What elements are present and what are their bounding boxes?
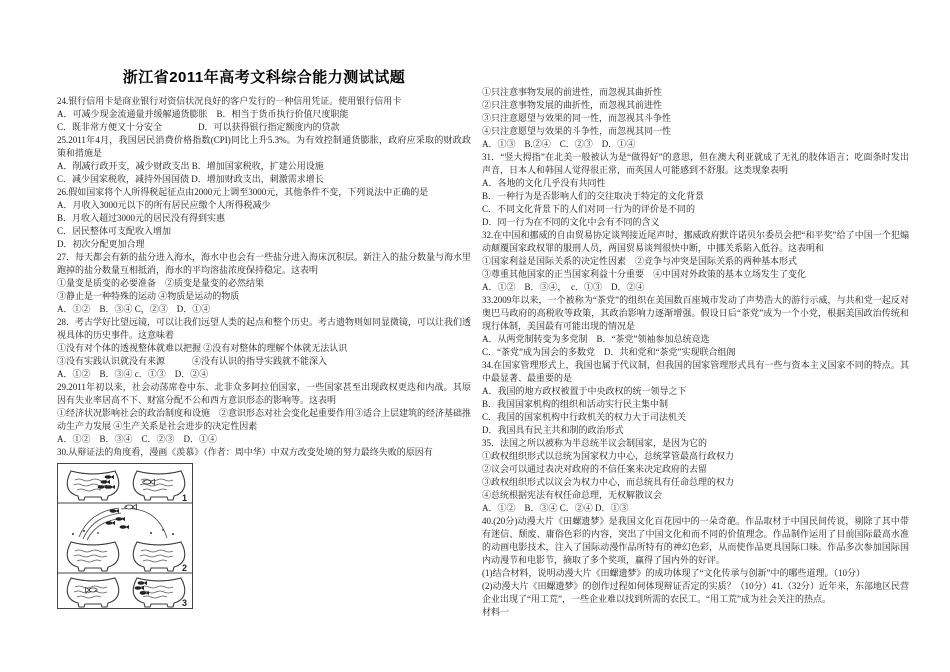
text-line: 30.从辩证法的角度看，漫画《羡慕》（作者：周中华）中双方改变处境的努力最终失败的原因有 — [57, 447, 433, 457]
text-line: A．各地的文化几乎没有共同性 — [482, 178, 606, 188]
text-line: ③政权组织形式以议会为权力中心，而总统具有任命总理的权力 — [482, 477, 735, 487]
text-line: C．居民整体可支配收入增加 — [57, 226, 172, 236]
cartoon-panel-3 — [67, 578, 187, 608]
text-line: ②只注意事物发展的曲折性，而忽视其前进性 — [482, 100, 663, 110]
text-line: ②议会可以通过表决对政府的不信任案来决定政府的去留 — [482, 464, 708, 474]
right-column — [482, 86, 909, 619]
text-line: 33.2009年以来，一个被称为“茶党”的组织在美国数百座城市发动了声势浩大的游行示威，与共和党一起反对奥巴马政府的高税收等政策，其政治影响力逐渐增强。假设日后“茶党”成为一个小党，根据美国政治传统和现行体制，美国最有可能出现的情况是 — [482, 295, 909, 331]
text-line: 35．法国之所以被称为半总统半议会制国家，是因为它的 — [482, 438, 708, 448]
text-line: ①国家利益是国际关系的决定性因素 ②竞争与冲突是国际关系的两种基本形式 — [482, 256, 798, 266]
text-line: ④总统根据宪法有权任命总理，无权解散议会 — [482, 490, 663, 500]
panel-number: 3 — [181, 598, 187, 608]
text-line: (1)结合材料，说明动漫大片《田螺遗梦》的成功体现了“文化传承与创新”中的哪些道理。（10分） — [482, 568, 865, 578]
text-line: 25.2011年4月，我国居民消费价格指数(CPI)同比上升5.3%。为有效控制通货膨胀，政府应采取的财政政策和措施是 — [57, 135, 471, 158]
text-line: C．我国的国家机构中行政机关的权力大于司法机关 — [482, 412, 687, 422]
right-column-text — [482, 86, 909, 619]
text-line: ③只注意愿望与效果的同一性，而忽视其斗争性 — [482, 113, 672, 123]
cartoon-panel-1 — [67, 471, 187, 503]
text-line: ①经济状况影响社会的政治制度和设施 ②意识形态对社会变化起重要作用③适合上层建筑的经济基础推动生产力发展 ④生产关系是社会进步的决定性因素 — [57, 408, 472, 431]
text-line: C．既非常方便又十分安全 D．可以获得银行指定额度内的贷款 — [57, 122, 340, 132]
text-line: 40.(20分)动漫大片《田螺遗梦》是我国文化百花园中的一朵奇葩。作品取材于中国民间传说，剔除了其中带有迷信、颓废、庸俗色彩的内容，突出了中国文化和而不同的价值理念。作品制作运用了目前国际最高水准的动画电影技术，注入了国际动漫作品所特有的神幻色彩，从而使作品更具国际口味。作品多次参加国际国内动漫节和电影节，摘取了多个奖项，赢得了国内外的好评。 — [482, 516, 909, 565]
text-line: A．月收入3000元以下的所有居民应缴个人所得税减少 — [57, 200, 271, 210]
text-line: ①没有对个体的透视整体就难以把握 ②没有对整体的理解个体就无法认识 — [57, 343, 348, 353]
text-line: 29.2011年初以来，社会动荡席卷中东、北非众多阿拉伯国家，一些国家甚至出现政权更迭和内战。其原因有失业率居高不下、财富分配不公和西方意识形态的影响等。这表明 — [57, 382, 471, 405]
left-column-text — [57, 95, 471, 459]
text-line: 32.在中国和挪威的自由贸易协定谈判接近尾声时，挪威政府默许诺贝尔委员会把“和平奖”给了中国一个犯煽动颠覆国家政权罪的服刑人员，两国贸易谈判很快中断，中挪关系陷入低谷。这表明和 — [482, 230, 909, 253]
panel-number: 1 — [181, 493, 187, 503]
text-line: A．①② B．③④ C，②③ D．①④ — [57, 304, 211, 314]
text-line: D．我国具有民主共和制的政治形式 — [482, 425, 624, 435]
text-line: B．月收入超过3000元的居民没有得到实惠 — [57, 213, 226, 223]
text-line: A．削减行政开支，减少财政支出 B．增加国家税收，扩建公用设施 — [57, 161, 324, 171]
text-line: D．同一行为在不同的文化中会有不同的含义 — [482, 217, 660, 227]
text-line: C．“茶党”成为国会的多数党 D．共和党和“茶党”实现联合组阁 — [482, 347, 736, 357]
text-line: D．初次分配更加合理 — [57, 239, 145, 249]
text-line: C．减少国家税收，减持外国国债 D．增加财政支出，刺激需求增长 — [57, 174, 324, 184]
text-line: B．我国国家机构的组织和活动实行民主集中制 — [482, 399, 669, 409]
text-line: A．①② B．③④ c．①③ D．②④ — [57, 369, 209, 379]
text-line: A．①③ B.②④ C．②③ D．①④ — [482, 139, 636, 149]
cartoon-envy-image — [57, 463, 193, 609]
text-line: 34.在国家管理形式上，我国也属于代议制，但我国的国家管理形式具有一些与资本主义国家不同的特点。其中最显著、最重要的是 — [482, 360, 909, 383]
cartoon-panel-2 — [67, 504, 187, 573]
page-title: 浙江省2011年高考文科综合能力测试试题 — [122, 69, 406, 86]
text-line: 材料一 — [482, 607, 510, 617]
text-line: A．我国的地方政权被置于中央政权的统一领导之下 — [482, 386, 687, 396]
text-line: C．不同文化背景下的人们对同一行为的评价是不同的 — [482, 204, 696, 214]
text-line: 27．每天都会有新的盐分进入海水，海水中也会有一些盐分进入海床沉积层。新注入的盐分数量与海水里跑掉的盐分数量互相抵消，海水的平均溶盐浓度保持稳定。这表明 — [57, 252, 472, 275]
text-line: ③尊重其他国家的正当国家利益十分重要 ④中国对外政策的基本立场发生了变化 — [482, 269, 807, 279]
text-line: ③没有实践认识就没有来源 ④没有认识的指导实践就不能深入 — [57, 356, 328, 366]
text-line: A．①② B．③④ C．②④ D．①③ — [482, 503, 629, 513]
text-line: 24.银行信用卡是商业银行对资信状况良好的客户发行的一种信用凭证。使用银行信用卡 — [57, 96, 402, 106]
text-line: 26.假如国家将个人所得税起征点由2000元上调至3000元，其他条件不变，下列说法中正确的是 — [57, 187, 429, 197]
text-line: ①只注意事物发展的前进性，而忽视其曲折性 — [482, 87, 663, 97]
text-line: B．一种行为是否影响人们的交往取决于特定的文化背景 — [482, 191, 705, 201]
text-line: 28．考古学好比望远镜，可以让我们远望人类的起点和整个历史。考古遗物则如同显微镜，可以让我们透视具体的历史事件。这意味着 — [57, 317, 472, 340]
text-line: ④只注意愿望与效果的斗争性，而忽视其同一性 — [482, 126, 672, 136]
text-line: A．①② B．③④ C．②③ D．①④ — [57, 434, 218, 444]
text-line: A．①② B．③④， c．①③ D．②④ — [482, 282, 645, 292]
text-line: ①政权组织形式以总统为国家权力中心，总统掌管最高行政权力 — [482, 451, 735, 461]
left-column — [57, 95, 471, 609]
text-line: 31．“竖大拇指”在北美一般被认为是“做得好”的意思，但在澳大利亚就成了无礼的肢体语言；吃面条时发出声音，日本人和韩国人觉得很正常，而英国人可能感到不舒服。这类现象表明 — [482, 152, 909, 175]
text-line: ①量变是质变的必要准备 ②质变是量变的必然结果 — [57, 278, 265, 288]
text-line: ③静止是一种特殊的运动 ④物质是运动的物质 — [57, 291, 240, 301]
text-line: A．可减少现金流通量并缓解通货膨胀 B．相当于货币执行价值尺度职能 — [57, 109, 349, 119]
panel-number: 2 — [181, 563, 187, 573]
text-line: (2)动漫大片《田螺遗梦》的创作过程如何体现辩证否定的实质？（10分）41.（32分）近年来，东部地区民营企业出现了“用工荒”，一些企业难以找到所需的农民工。“用工荒”成为社会关注的热点。 — [482, 581, 909, 604]
text-line: A．从两党制转变为多党制 B．“茶党”领袖参加总统竞选 — [482, 334, 710, 344]
